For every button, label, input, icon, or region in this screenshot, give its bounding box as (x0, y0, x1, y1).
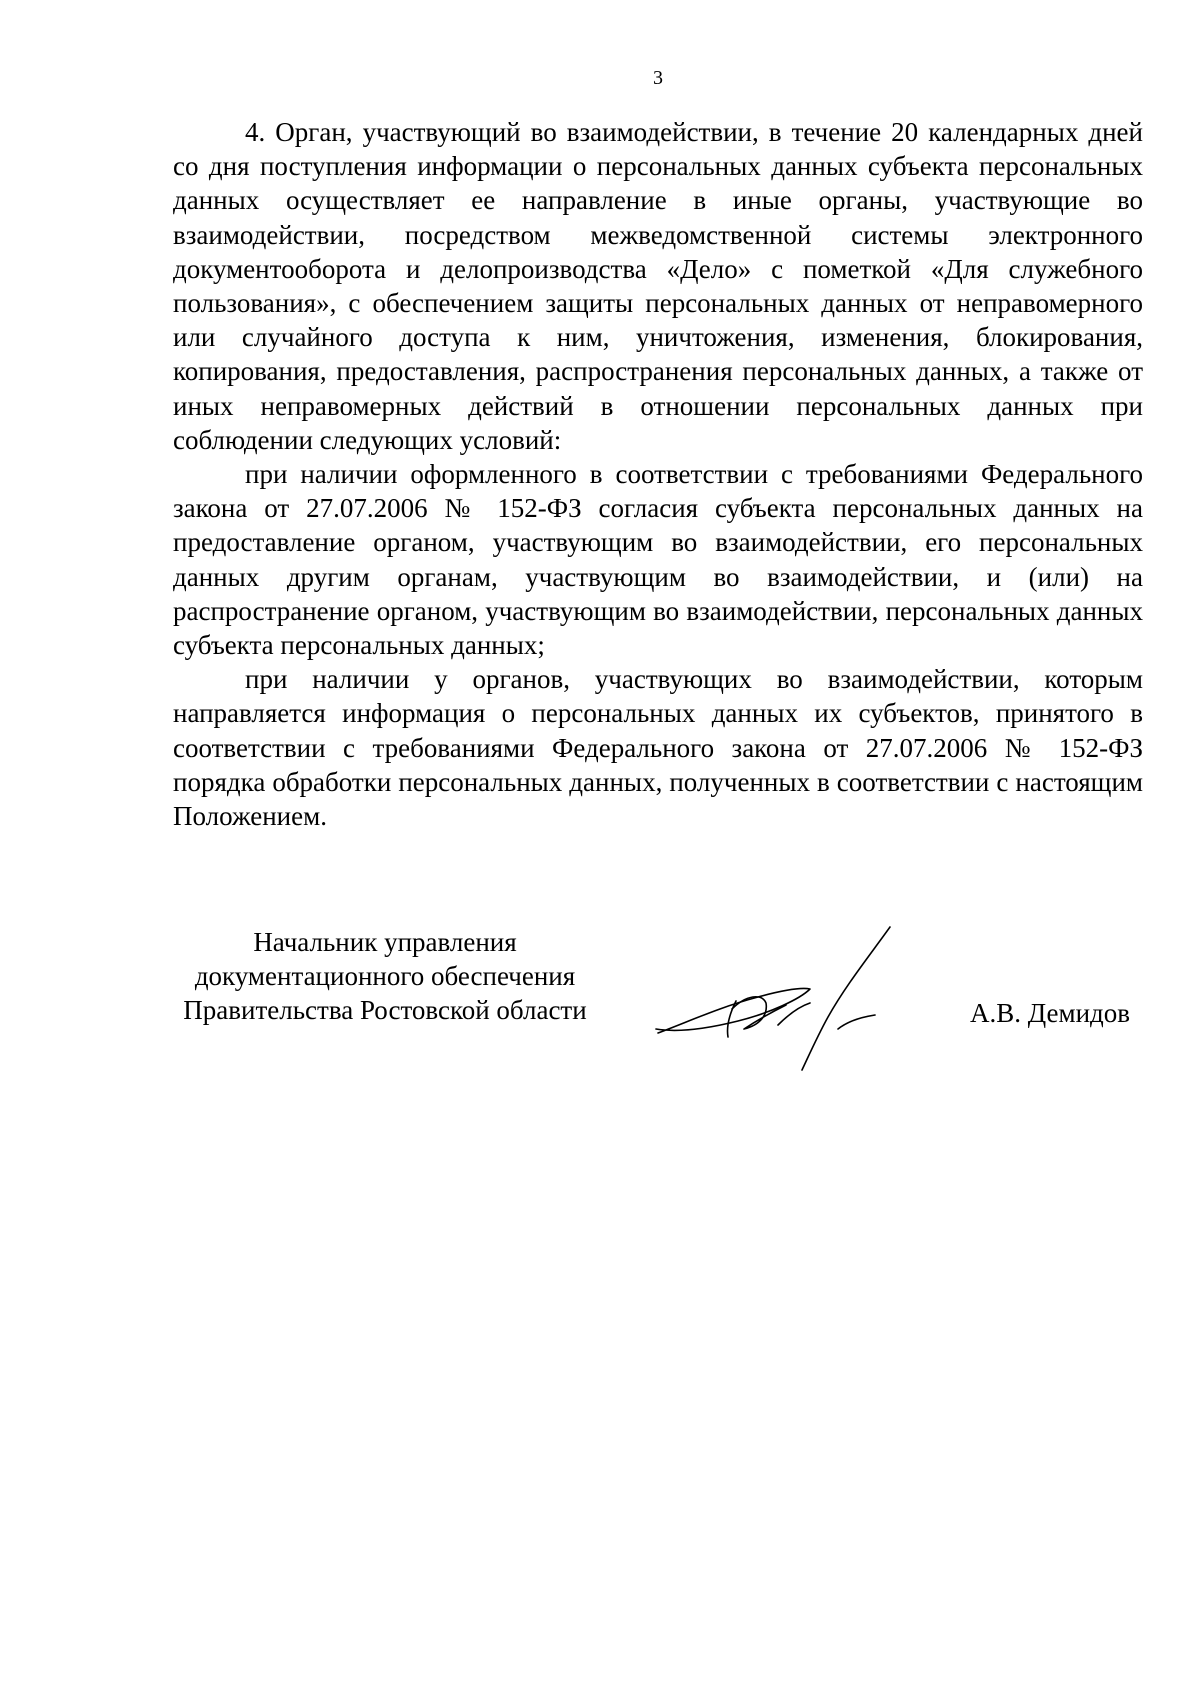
handwritten-signature (650, 925, 920, 1085)
signer-position-line: документационного обеспечения (194, 961, 576, 991)
paragraph-consent-condition: при наличии оформленного в соответствии с требованиями Федерального закона от 27.07.2006 № 152-ФЗ согласия субъекта персональных данных на предоставление органом, участвующим во взаимодействии, его персональных данных другим органам, участвующим во взаимодействии, и (или) на распространение органом, участвующим во взаимодействии, персональных данных субъекта персональных данных; (173, 459, 1143, 661)
signature-block (0, 925, 1200, 1085)
page-number: 3 (653, 67, 663, 89)
signer-position-line: Правительства Ростовской области (183, 995, 587, 1025)
paragraph-item-4: 4. Орган, участвующий во взаимодействии, в течение 20 календарных дней со дня поступления информации о персональных данных субъекта персональных данных осуществляет ее направление в иные органы, участвующие во взаимодействии, посредством межведомственной системы электронного документооборота и делопроизводства «Дело» с пометкой «Для служебного пользования», с обеспечением защиты персональных данных от неправомерного или случайного доступа к ним, уничтожения, изменения, блокирования, копирования, предоставления, распространения персональных данных, а также от иных неправомерных действий в отношении персональных данных при соблюдении следующих условий: (173, 117, 1143, 455)
paragraph-processing-order-condition: при наличии у органов, участвующих во взаимодействии, которым направляется информация о персональных данных их субъектов, принятого в соответствии с требованиями Федерального закона от 27.07.2006 № 152-ФЗ порядка обработки персональных данных, полученных в соответствии с настоящим Положением. (173, 664, 1143, 832)
signer-position (165, 925, 605, 1027)
signer-name: А.В. Демидов (970, 998, 1131, 1028)
document-body (173, 115, 1143, 833)
signer-position-line: Начальник управления (253, 927, 517, 957)
